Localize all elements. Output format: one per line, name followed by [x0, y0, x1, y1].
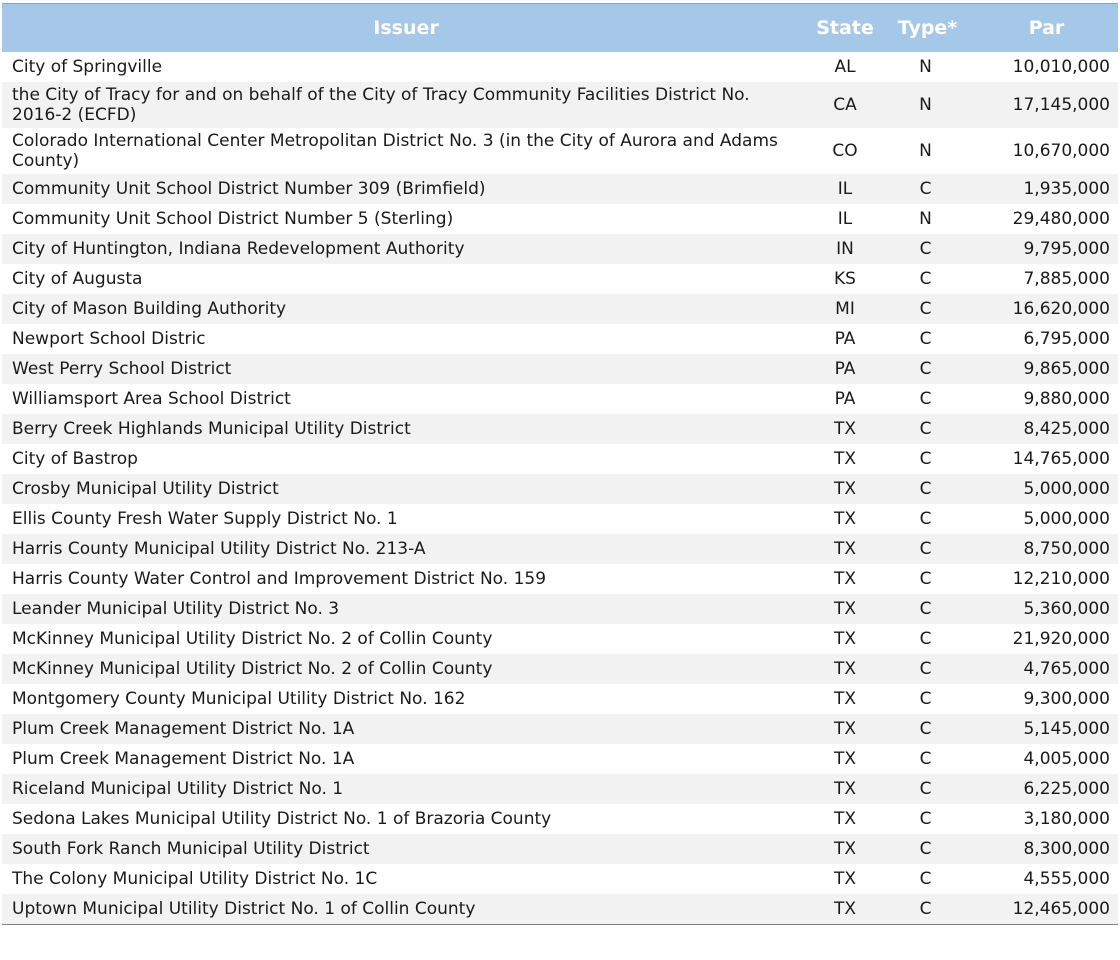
type-cell: C — [880, 714, 975, 744]
type-cell: C — [880, 504, 975, 534]
table-row — [2, 234, 1118, 264]
issuer-cell: City of Mason Building Authority — [2, 294, 810, 324]
issuer-cell: Plum Creek Management District No. 1A — [2, 714, 810, 744]
issuer-cell: the City of Tracy for and on behalf of the City of Tracy Community Facilities District No. 2016-2 (ECFD) — [2, 82, 810, 128]
type-cell: C — [880, 444, 975, 474]
table-row — [2, 744, 1118, 774]
type-cell: C — [880, 324, 975, 354]
state-cell: IL — [810, 174, 880, 204]
state-cell: IN — [810, 234, 880, 264]
state-cell: KS — [810, 264, 880, 294]
type-cell: C — [880, 744, 975, 774]
state-cell: TX — [810, 654, 880, 684]
issuer-cell: Community Unit School District Number 5 (Sterling) — [2, 204, 810, 234]
state-cell: TX — [810, 744, 880, 774]
type-cell: C — [880, 294, 975, 324]
table-row — [2, 534, 1118, 564]
table-row — [2, 128, 1118, 174]
issuer-cell: Riceland Municipal Utility District No. 1 — [2, 774, 810, 804]
state-cell: PA — [810, 384, 880, 414]
type-cell: N — [880, 204, 975, 234]
issuer-cell: City of Springville — [2, 52, 810, 82]
state-cell: CO — [810, 128, 880, 174]
state-cell: TX — [810, 894, 880, 925]
issuer-cell: South Fork Ranch Municipal Utility District — [2, 834, 810, 864]
issuer-cell: The Colony Municipal Utility District No. 1C — [2, 864, 810, 894]
par-cell: 12,465,000 — [975, 894, 1118, 925]
type-cell: C — [880, 414, 975, 444]
state-cell: MI — [810, 294, 880, 324]
state-cell: PA — [810, 354, 880, 384]
issuer-cell: Uptown Municipal Utility District No. 1 of Collin County — [2, 894, 810, 925]
table-body — [2, 52, 1118, 925]
table-row — [2, 204, 1118, 234]
par-cell: 9,300,000 — [975, 684, 1118, 714]
issuer-cell: McKinney Municipal Utility District No. 2 of Collin County — [2, 624, 810, 654]
type-cell: C — [880, 654, 975, 684]
state-cell: AL — [810, 52, 880, 82]
state-cell: TX — [810, 804, 880, 834]
header-state: State — [810, 4, 880, 53]
type-cell: C — [880, 864, 975, 894]
issuer-cell: McKinney Municipal Utility District No. 2 of Collin County — [2, 654, 810, 684]
issuer-cell: Harris County Water Control and Improvement District No. 159 — [2, 564, 810, 594]
table-row — [2, 82, 1118, 128]
type-cell: C — [880, 804, 975, 834]
par-cell: 3,180,000 — [975, 804, 1118, 834]
par-cell: 5,000,000 — [975, 474, 1118, 504]
type-cell: C — [880, 384, 975, 414]
table-row — [2, 864, 1118, 894]
issuer-cell: Sedona Lakes Municipal Utility District No. 1 of Brazoria County — [2, 804, 810, 834]
state-cell: TX — [810, 564, 880, 594]
state-cell: TX — [810, 834, 880, 864]
table-row — [2, 354, 1118, 384]
par-cell: 6,225,000 — [975, 774, 1118, 804]
par-cell: 5,145,000 — [975, 714, 1118, 744]
table-row — [2, 594, 1118, 624]
par-cell: 9,880,000 — [975, 384, 1118, 414]
table-row — [2, 504, 1118, 534]
state-cell: TX — [810, 774, 880, 804]
par-cell: 5,360,000 — [975, 594, 1118, 624]
par-cell: 10,670,000 — [975, 128, 1118, 174]
table-row — [2, 894, 1118, 925]
par-cell: 29,480,000 — [975, 204, 1118, 234]
state-cell: CA — [810, 82, 880, 128]
issuer-cell: Plum Creek Management District No. 1A — [2, 744, 810, 774]
par-cell: 8,750,000 — [975, 534, 1118, 564]
par-cell: 14,765,000 — [975, 444, 1118, 474]
par-cell: 4,005,000 — [975, 744, 1118, 774]
header-par: Par — [975, 4, 1118, 53]
par-cell: 7,885,000 — [975, 264, 1118, 294]
table-row — [2, 414, 1118, 444]
issuer-cell: Harris County Municipal Utility District No. 213-A — [2, 534, 810, 564]
par-cell: 4,555,000 — [975, 864, 1118, 894]
state-cell: TX — [810, 594, 880, 624]
issuance-table — [2, 3, 1118, 925]
table-header-row — [2, 4, 1118, 53]
table-row — [2, 654, 1118, 684]
par-cell: 9,865,000 — [975, 354, 1118, 384]
type-cell: C — [880, 684, 975, 714]
table-row — [2, 714, 1118, 744]
state-cell: PA — [810, 324, 880, 354]
issuer-cell: Berry Creek Highlands Municipal Utility District — [2, 414, 810, 444]
table-row — [2, 264, 1118, 294]
table-row — [2, 294, 1118, 324]
issuer-cell: Community Unit School District Number 309 (Brimfield) — [2, 174, 810, 204]
par-cell: 16,620,000 — [975, 294, 1118, 324]
issuer-cell: Colorado International Center Metropolitan District No. 3 (in the City of Aurora and Adams County) — [2, 128, 810, 174]
type-cell: C — [880, 624, 975, 654]
state-cell: TX — [810, 714, 880, 744]
par-cell: 17,145,000 — [975, 82, 1118, 128]
state-cell: TX — [810, 624, 880, 654]
table-row — [2, 834, 1118, 864]
issuance-table-container — [2, 3, 1118, 925]
par-cell: 9,795,000 — [975, 234, 1118, 264]
par-cell: 21,920,000 — [975, 624, 1118, 654]
par-cell: 1,935,000 — [975, 174, 1118, 204]
header-issuer: Issuer — [2, 4, 810, 53]
par-cell: 10,010,000 — [975, 52, 1118, 82]
par-cell: 8,425,000 — [975, 414, 1118, 444]
type-cell: C — [880, 774, 975, 804]
issuer-cell: Newport School Distric — [2, 324, 810, 354]
type-cell: C — [880, 474, 975, 504]
type-cell: N — [880, 52, 975, 82]
issuer-cell: Williamsport Area School District — [2, 384, 810, 414]
type-cell: C — [880, 264, 975, 294]
issuer-cell: City of Augusta — [2, 264, 810, 294]
type-cell: C — [880, 894, 975, 925]
type-cell: C — [880, 834, 975, 864]
par-cell: 8,300,000 — [975, 834, 1118, 864]
issuer-cell: Ellis County Fresh Water Supply District No. 1 — [2, 504, 810, 534]
type-cell: N — [880, 82, 975, 128]
state-cell: TX — [810, 444, 880, 474]
par-cell: 6,795,000 — [975, 324, 1118, 354]
par-cell: 12,210,000 — [975, 564, 1118, 594]
table-row — [2, 474, 1118, 504]
table-row — [2, 624, 1118, 654]
issuer-cell: City of Bastrop — [2, 444, 810, 474]
state-cell: TX — [810, 684, 880, 714]
table-row — [2, 774, 1118, 804]
issuer-cell: Leander Municipal Utility District No. 3 — [2, 594, 810, 624]
par-cell: 5,000,000 — [975, 504, 1118, 534]
state-cell: TX — [810, 864, 880, 894]
table-row — [2, 52, 1118, 82]
table-row — [2, 324, 1118, 354]
type-cell: C — [880, 594, 975, 624]
header-type: Type* — [880, 4, 975, 53]
issuer-cell: City of Huntington, Indiana Redevelopment Authority — [2, 234, 810, 264]
type-cell: C — [880, 354, 975, 384]
table-row — [2, 804, 1118, 834]
state-cell: IL — [810, 204, 880, 234]
issuer-cell: Montgomery County Municipal Utility District No. 162 — [2, 684, 810, 714]
table-row — [2, 174, 1118, 204]
table-row — [2, 384, 1118, 414]
type-cell: N — [880, 128, 975, 174]
type-cell: C — [880, 564, 975, 594]
state-cell: TX — [810, 534, 880, 564]
table-row — [2, 444, 1118, 474]
type-cell: C — [880, 234, 975, 264]
issuer-cell: West Perry School District — [2, 354, 810, 384]
table-row — [2, 564, 1118, 594]
state-cell: TX — [810, 414, 880, 444]
table-row — [2, 684, 1118, 714]
state-cell: TX — [810, 504, 880, 534]
type-cell: C — [880, 534, 975, 564]
par-cell: 4,765,000 — [975, 654, 1118, 684]
type-cell: C — [880, 174, 975, 204]
state-cell: TX — [810, 474, 880, 504]
issuer-cell: Crosby Municipal Utility District — [2, 474, 810, 504]
